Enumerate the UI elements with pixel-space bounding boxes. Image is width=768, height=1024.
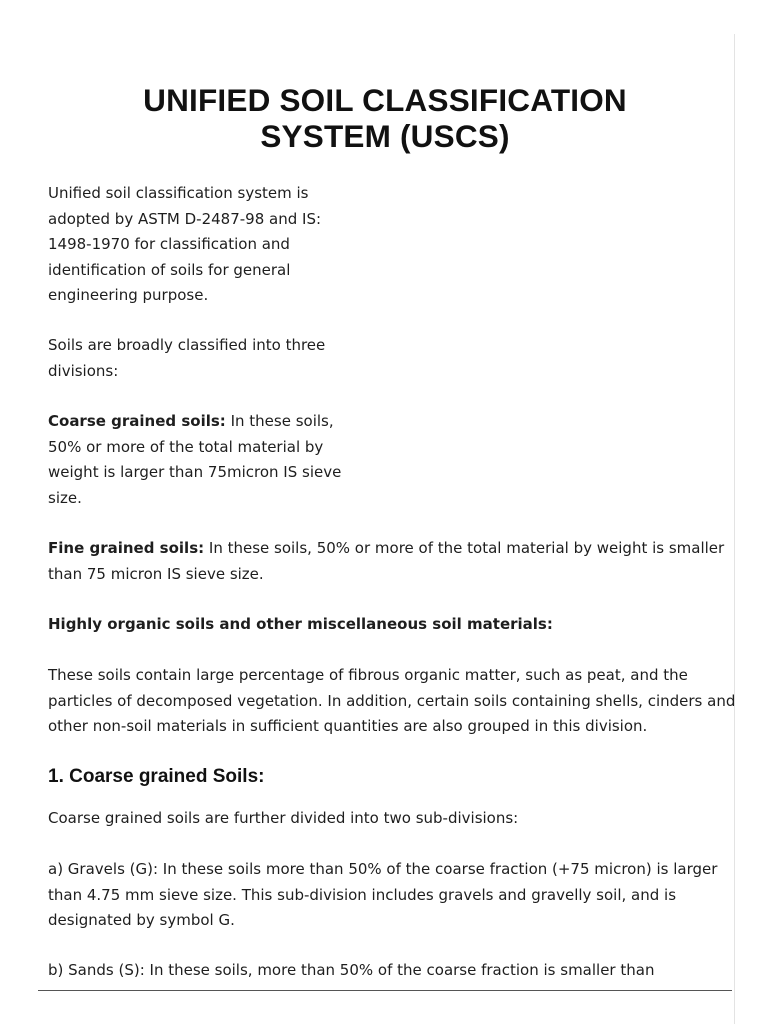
coarse-grained-label: Coarse grained soils:	[48, 412, 226, 430]
sands-paragraph: b) Sands (S): In these soils, more than 50% of the coarse fraction is smaller than	[48, 961, 655, 979]
divisions-intro-paragraph: Soils are broadly classified into three divisions:	[48, 336, 326, 380]
title-line-1: UNIFIED SOIL CLASSIFICATION	[143, 82, 627, 118]
fine-grained-text: In these soils, 50% or more of the total material by weight is smaller than 75 micron IS sieve size.	[48, 539, 725, 583]
page-bottom-rule	[38, 990, 732, 991]
organic-soils-heading: Highly organic soils and other miscellaneous soil materials:	[48, 615, 553, 633]
intro-paragraph: Unified soil classification system is adopted by ASTM D-2487-98 and IS: 1498-1970 for classification and identification of soils for general engineering purpose.	[48, 184, 322, 304]
gravels-paragraph: a) Gravels (G): In these soils more than 50% of the coarse fraction (+75 micron) is larger than 4.75 mm sieve size. This sub-division includes gravels and gravelly soil, and is designated by symbol G.	[48, 860, 718, 929]
coarse-grained-paragraph	[48, 409, 348, 511]
section-1-intro-paragraph: Coarse grained soils are further divided into two sub-divisions:	[48, 809, 519, 827]
organic-soils-paragraph: These soils contain large percentage of fibrous organic matter, such as peat, and the particles of decomposed vegetation. In addition, certain soils containing shells, cinders and other non-soil materials in sufficient quantities are also grouped in this division.	[48, 666, 736, 735]
title-line-2: SYSTEM (USCS)	[260, 118, 510, 154]
coarse-grained-text: In these soils, 50% or more of the total material by weight is larger than 75micron IS sieve size.	[48, 412, 342, 507]
fine-grained-label: Fine grained soils:	[48, 539, 205, 557]
fine-grained-paragraph	[48, 536, 738, 587]
page-title	[0, 82, 768, 154]
section-1-heading: 1. Coarse grained Soils:	[48, 766, 265, 787]
